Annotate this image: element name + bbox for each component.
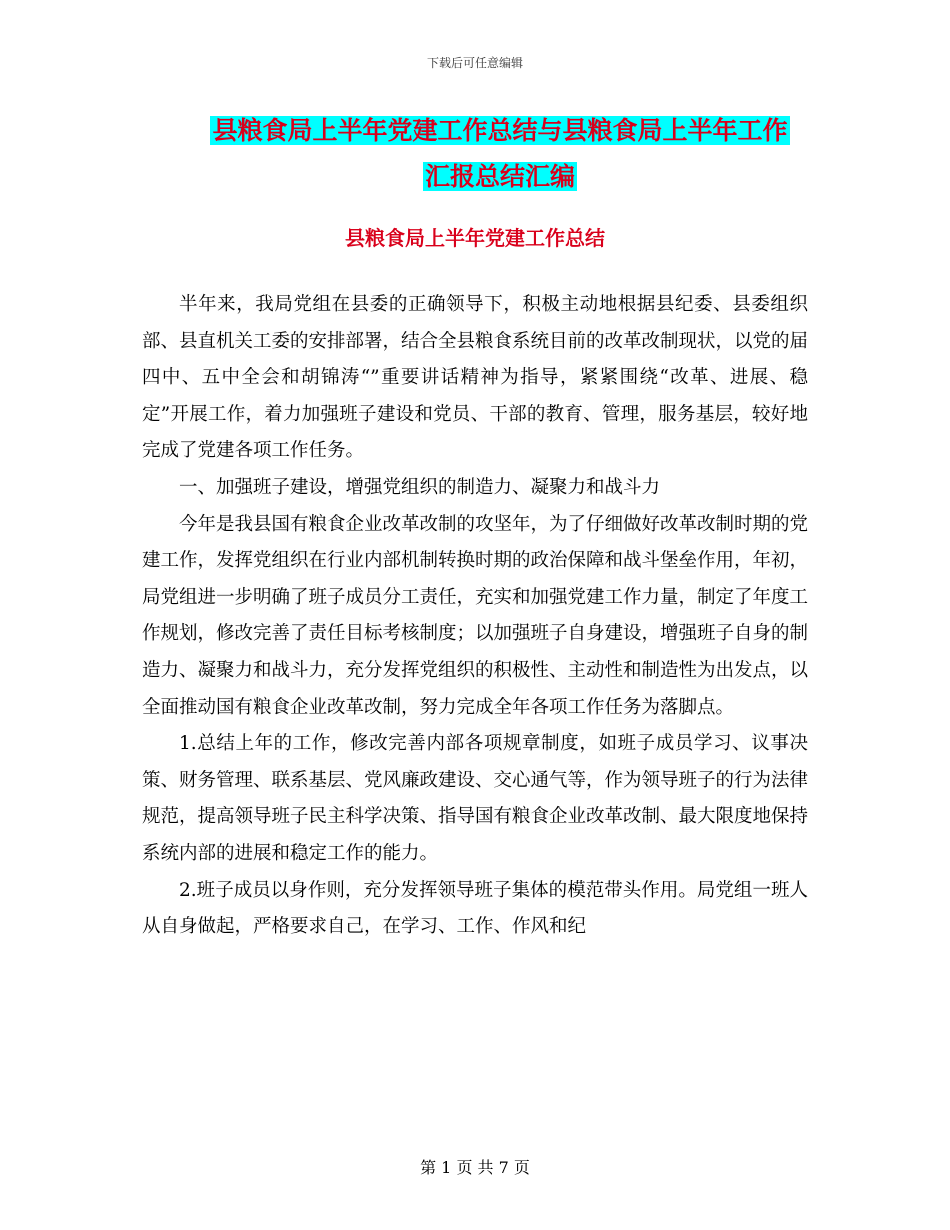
- document-title-line1: 县粮食局上半年党建工作总结与县粮食局上半年工作: [212, 116, 788, 145]
- paragraph-intro: 半年来，我局党组在县委的正确领导下，积极主动地根据县纪委、县委组织部、县直机关工委的安排部署，结合全县粮食系统目前的改革改制现状，以党的届四中、五中全会和胡锦涛“”重要讲话精神为指导，紧紧围绕“改革、进展、稳定”开展工作，着力加强班子建设和党员、干部的教育、管理，服务基层，较好地完成了党建各项工作任务。: [142, 294, 809, 462]
- header-note: 下载后可任意编辑: [426, 56, 523, 70]
- document-title-line2: 汇报总结汇编: [424, 162, 575, 191]
- document-title: [150, 108, 850, 200]
- paragraph-heading-1: 一、加强班子建设，增强党组织的制造力、凝聚力和战斗力: [179, 476, 661, 498]
- paragraph-item-1: 1.总结上年的工作，修改完善内部各项规章制度，如班子成员学习、议事决策、财务管理、联系基层、党风廉政建设、交心通气等，作为领导班子的行为法律规范，提高领导班子民主科学决策、指导国有粮食企业改革改制、最大限度地保持系统内部的进展和稳定工作的能力。: [142, 733, 809, 864]
- section-title: 县粮食局上半年党建工作总结: [345, 226, 605, 250]
- paragraph-body-1: 今年是我县国有粮食企业改革改制的攻坚年，为了仔细做好改革改制时期的党建工作，发挥党组织在行业内部机制转换时期的政治保障和战斗堡垒作用，年初，局党组进一步明确了班子成员分工责任，充实和加强党建工作力量，制定了年度工作规划，修改完善了责任目标考核制度；以加强班子自身建设，增强班子自身的制造力、凝聚力和战斗力，充分发挥党组织的积极性、主动性和制造性为出发点，以全面推动国有粮食企业改革改制，努力完成全年各项工作任务为落脚点。: [142, 513, 809, 718]
- page-footer: 第 1 页 共 7 页: [420, 1158, 530, 1177]
- document-body: [142, 287, 808, 946]
- paragraph-item-2: 2.班子成员以身作则，充分发挥领导班子集体的模范带头作用。局党组一班人从自身做起，严格要求自己，在学习、工作、作风和纪: [142, 879, 808, 938]
